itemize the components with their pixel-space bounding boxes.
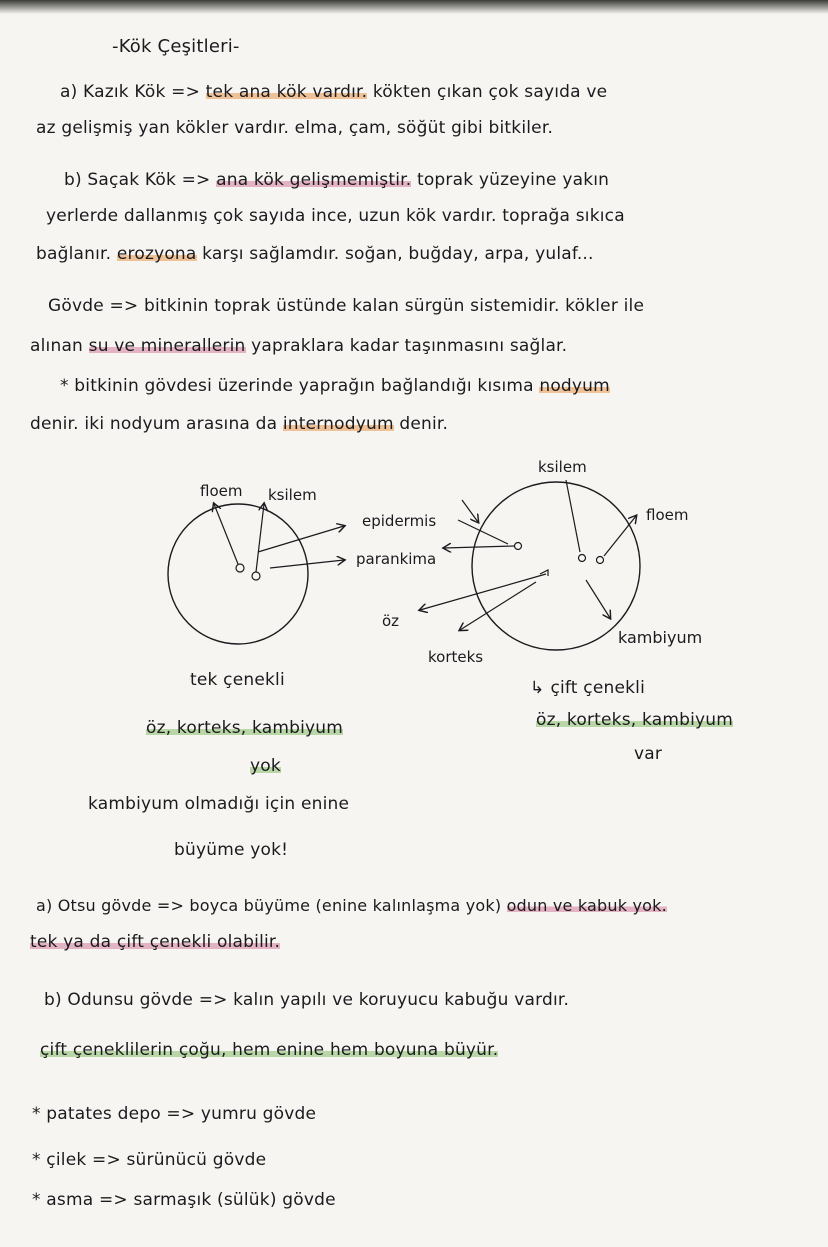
curved-arrow-icon: ↳ — [530, 678, 545, 698]
govde-line-4-a: denir. iki nodyum arasına da — [30, 414, 283, 434]
cift-title-text: çift çenekli — [550, 678, 646, 698]
tek-line-2 — [250, 756, 281, 776]
govde-line-3 — [60, 376, 610, 396]
cift-line-2: var — [634, 744, 663, 764]
govde-line-4-b: denir. — [393, 414, 449, 434]
govde-line-2-b: yapraklara kadar taşınmasını sağlar. — [245, 336, 568, 356]
kazik-label: a) Kazık Kök => — [60, 82, 201, 102]
page-title: -Kök Çeşitleri- — [112, 36, 240, 57]
note-asma: * asma => sarmaşık (sülük) gövde — [32, 1190, 336, 1210]
page-top-shadow — [0, 0, 828, 14]
cift-cenekli-title — [530, 678, 645, 698]
note-cilek: * çilek => sürünücü gövde — [32, 1150, 267, 1170]
tek-structures-highlight: öz, korteks, kambiyum — [146, 718, 344, 738]
cift-line-1 — [536, 710, 733, 730]
govde-line-3-a: * bitkinin gövdesi üzerinde yaprağın bağlandığı kısıma — [60, 376, 540, 396]
note-patates: * patates depo => yumru gövde — [32, 1104, 317, 1124]
govde-line-4 — [30, 414, 448, 434]
erozyona-highlight: erozyona — [116, 244, 197, 264]
left-floem-label: floem — [200, 482, 243, 500]
su-mineral-highlight: su ve minerallerin — [88, 336, 246, 356]
odunsu-line-2 — [40, 1040, 498, 1060]
oz-label: öz — [382, 612, 400, 630]
sacak-line-3-b: karşı sağlamdır. soğan, buğday, arpa, yulaf... — [196, 244, 594, 264]
sacak-label: b) Saçak Kök => — [64, 170, 211, 190]
govde-line-1: Gövde => bitkinin toprak üstünde kalan sürgün sistemidir. kökler ile — [48, 296, 645, 316]
monocot-stem-circle — [168, 504, 308, 644]
sacak-rest: toprak yüzeyine yakın — [411, 170, 610, 190]
tek-line-4: büyüme yok! — [174, 840, 289, 860]
right-ksilem-label: ksilem — [538, 458, 587, 476]
right-floem-label: floem — [646, 506, 689, 524]
sacak-definition: ana kök gelişmemiştir. — [216, 170, 412, 190]
tek-line-3: kambiyum olmadığı için enine — [88, 794, 350, 814]
tek-line-1 — [146, 718, 343, 738]
korteks-label: korteks — [428, 648, 484, 666]
left-ksilem-label: ksilem — [268, 486, 317, 504]
dicot-stem-circle — [472, 482, 640, 650]
nodyum-highlight: nodyum — [539, 376, 610, 396]
sacak-line-1 — [64, 170, 609, 190]
kazik-rest: kökten çıkan çok sayıda ve — [367, 82, 608, 102]
govde-line-2-a: alınan — [30, 336, 89, 356]
kambiyum-label: kambiyum — [618, 628, 703, 647]
otsu-line-1 — [36, 896, 667, 915]
odunsu-line-2-a: çift çeneklilerin çoğu, hem enine hem — [40, 1040, 374, 1060]
kazik-line-2: az gelişmiş yan kökler vardır. elma, çam, söğüt gibi bitkiler. — [36, 118, 554, 138]
parankima-label: parankima — [356, 550, 437, 568]
cift-structures-highlight: öz, korteks, kambiyum — [536, 710, 734, 730]
sacak-line-3 — [36, 244, 594, 264]
odunsu-line-1: b) Odunsu gövde => kalın yapılı ve koruyucu kabuğu vardır. — [44, 990, 570, 1010]
sacak-line-2: yerlerde dallanmış çok sayıda ince, uzun kök vardır. toprağa sıkıca — [46, 206, 625, 226]
otsu-line-2 — [30, 932, 280, 952]
govde-line-2 — [30, 336, 567, 356]
boyuna-highlight: boyuna büyür. — [373, 1040, 499, 1060]
sacak-line-3-a: bağlanır. — [36, 244, 117, 264]
tek-cenekli-title: tek çenekli — [190, 670, 285, 690]
odun-kabuk-highlight: odun ve kabuk yok. — [506, 896, 667, 915]
kazik-line-1 — [60, 82, 607, 102]
otsu-line-1-a: a) Otsu gövde => boyca büyüme (enine kalınlaşma yok) — [36, 896, 507, 915]
epidermis-label: epidermis — [362, 512, 437, 530]
tek-yok-highlight: yok — [250, 756, 281, 776]
kazik-definition: tek ana kök vardır. — [205, 82, 368, 102]
internodyum-highlight: internodyum — [282, 414, 394, 434]
otsu-line-2-highlight: tek ya da çift çenekli olabilir. — [30, 932, 281, 952]
